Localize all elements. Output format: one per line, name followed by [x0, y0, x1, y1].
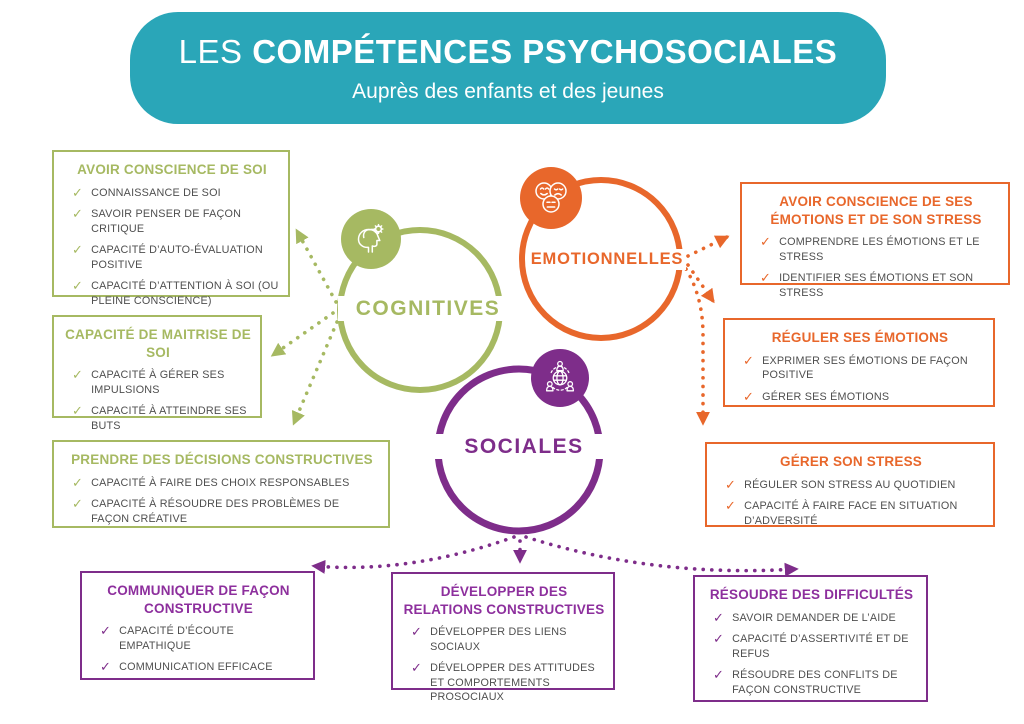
box-title: AVOIR CONSCIENCE DE SES ÉMOTIONS ET DE SON STRESS: [770, 194, 982, 227]
globe-people-icon: [531, 349, 589, 407]
list-item-label: RÉSOUDRE DES CONFLITS DE FAÇON CONSTRUCTIVE: [732, 669, 898, 696]
list-item-label: GÉRER SES ÉMOTIONS: [762, 390, 890, 403]
check-icon: ✓: [713, 609, 725, 625]
list-item-label: CAPACITÉ À GÉRER SES IMPULSIONS: [91, 369, 225, 396]
list-item-label: CAPACITÉ À FAIRE DES CHOIX RESPONSABLES: [91, 476, 350, 489]
list-item: [72, 404, 252, 433]
box-avoir-conscience-de-soi: [52, 150, 290, 307]
box-reguler-emotions: [723, 318, 995, 407]
box-title: PRENDRE DES DÉCISIONS CONSTRUCTIVES: [71, 452, 373, 467]
box-title: COMMUNIQUER DE FAÇON CONSTRUCTIVE: [107, 583, 290, 616]
check-icon: ✓: [72, 184, 84, 200]
list-item-label: EXPRIMER SES ÉMOTIONS DE FAÇON POSITIVE: [762, 354, 968, 382]
list-item: [743, 390, 985, 405]
check-icon: ✓: [411, 624, 423, 640]
circle-label-cognitives: COGNITIVES: [338, 296, 518, 321]
list-item-label: DÉVELOPPER DES ATTITUDES ET COMPORTEMENTS PROSOCIAUX: [430, 662, 595, 704]
page-subtitle: Auprès des enfants et des jeunes: [352, 79, 664, 103]
emotionnelles-arrows: [686, 237, 727, 423]
list-item: [72, 497, 380, 526]
list-item: [743, 354, 985, 383]
page-title-main: COMPÉTENCES PSYCHOSOCIALES: [252, 32, 838, 70]
list-item: [725, 499, 985, 528]
list-item-label: DÉVELOPPER DES LIENS SOCIAUX: [430, 626, 567, 653]
sociales-arrows: [314, 537, 796, 571]
arrow-to-conscience-emotions: [688, 237, 727, 256]
list-item: [72, 243, 280, 272]
list-item: [713, 611, 918, 626]
circle-label-sociales: SOCIALES: [434, 434, 614, 459]
list-item: [72, 476, 380, 491]
check-icon: ✓: [743, 352, 755, 368]
list-item: [760, 235, 1000, 264]
list-item-label: CAPACITÉ À FAIRE FACE EN SITUATION D’ADVERSITÉ: [744, 500, 958, 527]
list-item-label: CAPACITÉ D’AUTO-ÉVALUATION POSITIVE: [91, 244, 263, 271]
list-item: [100, 624, 305, 653]
box-communiquer-constructive: [80, 571, 315, 680]
arrow-to-difficultes: [526, 537, 796, 571]
check-icon: ✓: [725, 476, 737, 492]
box-maitrise-de-soi: [52, 315, 262, 432]
check-icon: ✓: [100, 659, 112, 675]
list-item-label: CAPACITÉ D’ASSERTIVITÉ ET DE REFUS: [732, 633, 909, 660]
faces-icon: [520, 167, 582, 229]
box-title: RÉGULER SES ÉMOTIONS: [771, 330, 949, 345]
arrow-to-communiquer: [314, 537, 514, 567]
check-icon: ✓: [411, 660, 423, 676]
list-item-label: RÉGULER SON STRESS AU QUOTIDIEN: [744, 478, 956, 491]
check-icon: ✓: [725, 498, 737, 514]
check-icon: ✓: [72, 242, 84, 258]
list-item: [100, 660, 305, 675]
list-item-label: CAPACITÉ À RÉSOUDRE DES PROBLÈMES DE FAÇON CRÉATIVE: [91, 498, 340, 525]
box-title: GÉRER SON STRESS: [780, 454, 922, 469]
list-item-label: CONNAISSANCE DE SOI: [91, 186, 221, 199]
box-resoudre-difficultes: [693, 575, 928, 702]
list-item: [760, 271, 1000, 300]
check-icon: ✓: [713, 667, 725, 683]
box-relations-constructives: [391, 572, 615, 704]
check-icon: ✓: [72, 403, 84, 419]
check-icon: ✓: [713, 631, 725, 647]
list-item: [713, 632, 918, 661]
box-title: AVOIR CONSCIENCE DE SOI: [77, 162, 267, 177]
box-title: RÉSOUDRE DES DIFFICULTÉS: [709, 587, 914, 602]
list-item: [72, 207, 280, 236]
list-item-label: SAVOIR PENSER DE FAÇON CRITIQUE: [91, 208, 242, 235]
list-item-label: CAPACITÉ À ATTEINDRE SES BUTS: [91, 405, 247, 432]
check-icon: ✓: [72, 206, 84, 222]
check-icon: ✓: [72, 367, 84, 383]
check-icon: ✓: [760, 234, 772, 250]
list-item-label: COMPRENDRE LES ÉMOTIONS ET LE STRESS: [779, 236, 980, 263]
check-icon: ✓: [72, 278, 84, 294]
arrow-to-conscience-de-soi: [297, 231, 336, 302]
box-title: CAPACITÉ DE MAITRISE DE SOI: [65, 327, 251, 360]
list-item-label: CAPACITÉ D’ATTENTION À SOI (OU PLEINE CONSCIENCE): [91, 280, 279, 307]
check-icon: ✓: [100, 623, 112, 639]
list-item: [713, 668, 918, 697]
list-item-label: IDENTIFIER SES ÉMOTIONS ET SON STRESS: [779, 272, 974, 299]
list-item: [725, 478, 985, 493]
banner: [130, 12, 886, 124]
list-item: [72, 368, 252, 397]
list-item: [72, 279, 280, 308]
arrow-to-reguler-emotions: [688, 265, 713, 301]
check-icon: ✓: [743, 388, 755, 404]
list-item: [411, 661, 605, 705]
list-item: [411, 625, 605, 654]
arrow-to-maitrise-de-soi: [273, 313, 333, 355]
head-gear-icon: [341, 209, 401, 269]
arrow-to-gerer-stress: [686, 269, 703, 423]
circle-label-emotionnelles: EMOTIONNELLES: [528, 249, 686, 270]
page-title: [179, 33, 838, 71]
box-gerer-son-stress: [705, 442, 995, 527]
list-item-label: COMMUNICATION EFFICACE: [119, 661, 273, 674]
check-icon: ✓: [760, 270, 772, 286]
check-icon: ✓: [72, 496, 84, 512]
box-decisions-constructives: [52, 440, 390, 528]
arrow-to-decisions: [294, 322, 337, 423]
list-item: [72, 186, 280, 201]
list-item-label: SAVOIR DEMANDER DE L’AIDE: [732, 611, 896, 624]
box-title: DÉVELOPPER DES RELATIONS CONSTRUCTIVES: [403, 584, 605, 617]
list-item-label: CAPACITÉ D’ÉCOUTE EMPATHIQUE: [119, 625, 234, 652]
check-icon: ✓: [72, 474, 84, 490]
page-title-prefix: LES: [178, 32, 243, 70]
box-conscience-emotions-stress: [740, 182, 1010, 299]
